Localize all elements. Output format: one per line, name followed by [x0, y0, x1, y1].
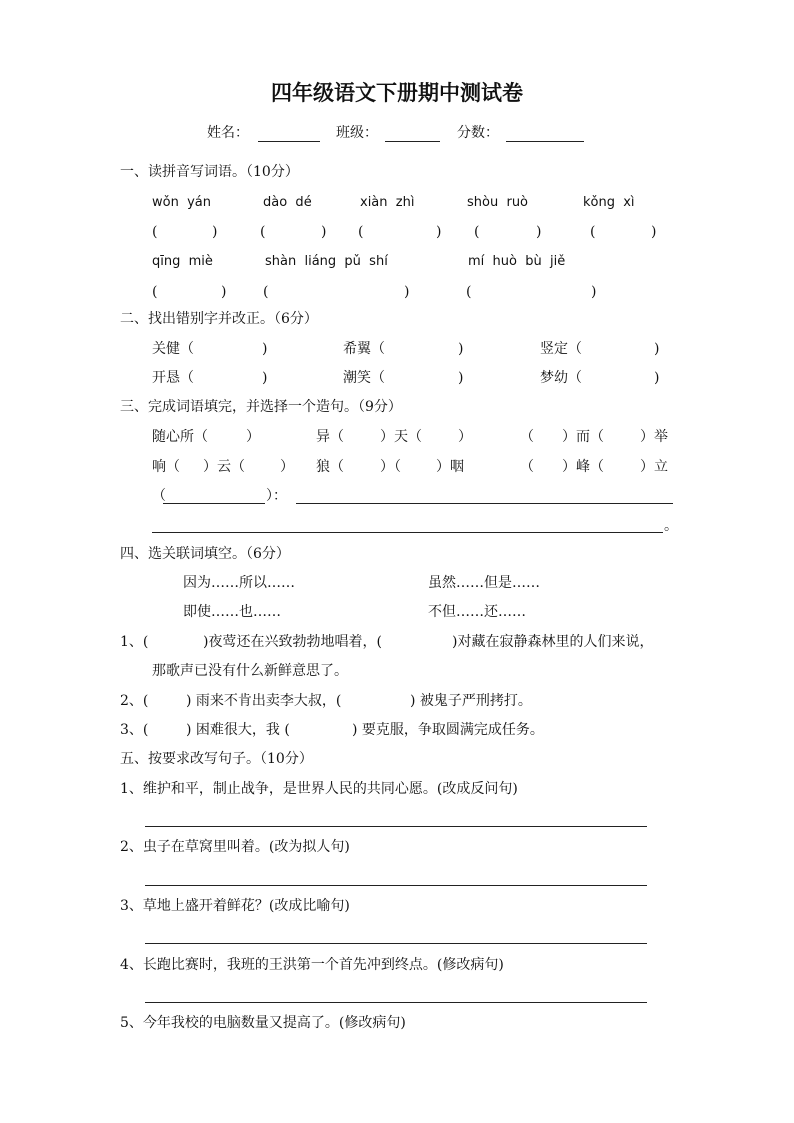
score-field[interactable] [506, 141, 584, 142]
typo-item: 潮笑（ [343, 370, 385, 386]
sentence-line[interactable] [296, 503, 673, 504]
answer-paren-close: ) [536, 224, 542, 240]
pinyin-item: qīng miè [152, 254, 213, 269]
typo-close: ) [654, 370, 660, 386]
answer-paren-close: ) [404, 284, 410, 300]
section-1-heading: 一、读拼音写词语。（10分） [120, 164, 299, 180]
answer-paren-open: ( [358, 224, 364, 240]
idiom-part: 随心所（ [152, 429, 208, 445]
conjunction-option: 不但……还…… [428, 604, 526, 620]
answer-paren-close: ) [436, 224, 442, 240]
idiom-part: ）而（ [562, 429, 604, 445]
typo-close: ) [458, 341, 464, 357]
question-text: 3、( [120, 722, 149, 738]
typo-close: ) [458, 370, 464, 386]
answer-line[interactable] [145, 1002, 647, 1003]
question-text: ) 困难很大，我 ( [186, 722, 290, 738]
answer-paren-open: ( [152, 224, 158, 240]
conjunction-option: 因为……所以…… [183, 575, 295, 591]
idiom-part: 狼（ [316, 459, 344, 475]
typo-close: ) [262, 341, 268, 357]
typo-item: 梦幼（ [540, 370, 582, 386]
typo-item: 希翼（ [343, 341, 385, 357]
page-title: 四年级语文下册期中测试卷 [271, 80, 523, 105]
answer-line[interactable] [145, 826, 647, 827]
idiom-part: ）举 [640, 429, 668, 445]
class-field[interactable] [385, 141, 440, 142]
answer-paren-open: ( [466, 284, 472, 300]
idiom-part: ）峰（ [562, 459, 604, 475]
section-2-heading: 二、找出错别字并改正。（6分） [120, 311, 318, 327]
question-text: ) 被鬼子严刑拷打。 [410, 693, 532, 709]
section-3-heading: 三、完成词语填完，并选择一个造句。（9分） [120, 399, 402, 415]
idiom-part: ）咽 [436, 459, 464, 475]
rewrite-question: 3、草地上盛开着鲜花？(改成比喻句) [120, 898, 350, 914]
idiom-part: ） [246, 429, 260, 445]
pinyin-item: mí huò bù jiě [468, 254, 566, 269]
idiom-part: ）云（ [203, 459, 245, 475]
answer-paren-close: ) [212, 224, 218, 240]
idiom-part: ）（ [380, 459, 401, 475]
name-field[interactable] [258, 141, 320, 142]
answer-paren-open: ( [474, 224, 480, 240]
answer-line[interactable] [145, 943, 647, 944]
answer-paren-close: ) [321, 224, 327, 240]
conjunction-option: 虽然……但是…… [428, 575, 540, 591]
question-text: ) 雨来不肯出卖李大叔，( [186, 693, 342, 709]
idiom-part: （ [520, 459, 534, 475]
class-label: 班级： [336, 125, 378, 141]
answer-paren-open: ( [152, 284, 158, 300]
question-text: )对藏在寂静森林里的人们来说， [452, 634, 654, 650]
answer-paren-close: ) [221, 284, 227, 300]
sentence-paren-close: ）： [266, 488, 287, 504]
idiom-part: 响（ [152, 459, 180, 475]
pinyin-item: shàn liáng pǔ shí [265, 254, 388, 269]
pinyin-item: wǒn yán [152, 195, 211, 210]
answer-paren-open: ( [590, 224, 596, 240]
idiom-part: ）立 [640, 459, 668, 475]
score-label: 分数： [457, 125, 499, 141]
answer-paren-open: ( [260, 224, 266, 240]
answer-paren-close: ) [651, 224, 657, 240]
conjunction-option: 即使……也…… [183, 604, 281, 620]
question-text: 1、( [120, 634, 149, 650]
question-text: ) 要克服，争取圆满完成任务。 [352, 722, 544, 738]
typo-item: 关健（ [152, 341, 194, 357]
sentence-paren-open: （ [152, 488, 166, 504]
section-4-heading: 四、选关联词填空。（6分） [120, 546, 290, 562]
name-label: 姓名： [207, 125, 249, 141]
question-text: 2、( [120, 693, 149, 709]
rewrite-question: 5、今年我校的电脑数量又提高了。(修改病句) [120, 1015, 406, 1031]
idiom-part: 异（ [316, 429, 344, 445]
idiom-part: ） [280, 459, 294, 475]
pinyin-item: xiàn zhì [360, 195, 415, 210]
idiom-part: （ [520, 429, 534, 445]
idiom-choice-line[interactable] [163, 503, 265, 504]
pinyin-item: dào dé [263, 195, 312, 210]
answer-paren-close: ) [591, 284, 597, 300]
typo-close: ) [654, 341, 660, 357]
answer-line[interactable] [145, 885, 647, 886]
sentence-line[interactable] [152, 532, 663, 533]
idiom-part: ）天（ [380, 429, 422, 445]
typo-item: 竖定（ [540, 341, 582, 357]
typo-item: 开恳（ [152, 370, 194, 386]
sentence-period: 。 [664, 518, 678, 534]
pinyin-item: shòu ruò [467, 195, 529, 210]
question-text: 那歌声已没有什么新鲜意思了。 [152, 663, 348, 679]
rewrite-question: 2、虫子在草窝里叫着。(改为拟人句) [120, 839, 350, 855]
answer-paren-open: ( [263, 284, 269, 300]
question-text: )夜莺还在兴致勃勃地唱着，( [203, 634, 382, 650]
section-5-heading: 五、按要求改写句子。（10分） [120, 751, 313, 767]
rewrite-question: 4、长跑比赛时，我班的王洪第一个首先冲到终点。(修改病句) [120, 957, 504, 973]
typo-close: ) [262, 370, 268, 386]
rewrite-question: 1、维护和平，制止战争，是世界人民的共同心愿。(改成反问句) [120, 781, 518, 797]
idiom-part: ） [458, 429, 472, 445]
pinyin-item: kǒng xì [583, 195, 635, 210]
